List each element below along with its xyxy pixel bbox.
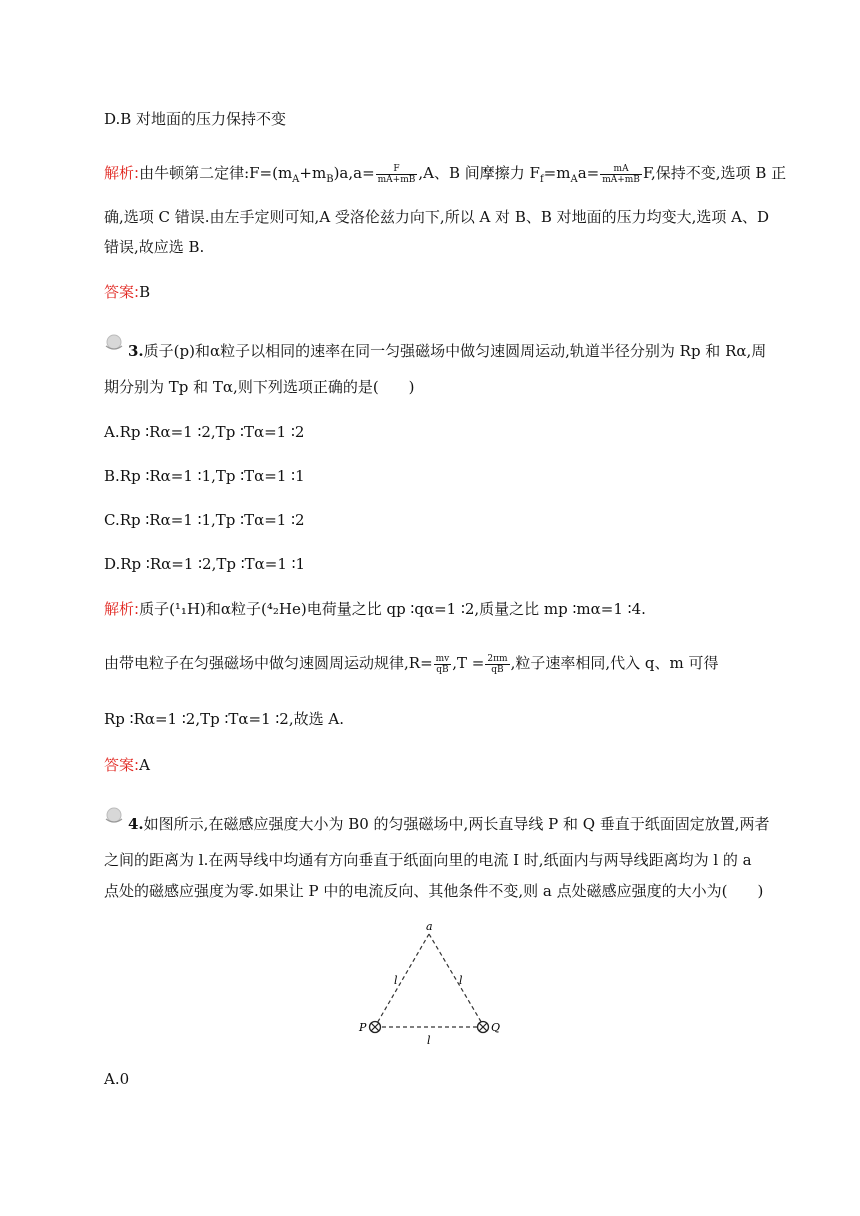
q2-frac1-den: mA+mB bbox=[377, 174, 416, 185]
q3-analysis1-text: 质子(¹₁H)和α粒子(⁴₂He)电荷量之比 qp ∶qα=1 ∶2,质量之比 mp ∶mα=1 ∶4. bbox=[139, 600, 646, 618]
q3-stem1-text: 质子(p)和α粒子以相同的速率在同一匀强磁场中做匀速圆周运动,轨道半径分别为 Rp 和 Rα,周 bbox=[143, 342, 767, 360]
q2-frac2 bbox=[600, 164, 642, 185]
q2-frac1 bbox=[376, 164, 418, 185]
question-marker-icon bbox=[103, 334, 125, 350]
q2-answer-label: 答案: bbox=[104, 283, 140, 301]
q2-option-d: D.B 对地面的压力保持不变 bbox=[104, 110, 287, 128]
triangle-figure bbox=[356, 920, 506, 1050]
label-l-right: l bbox=[459, 974, 463, 987]
q2-frac1-num: F bbox=[376, 164, 418, 175]
q2-answer bbox=[104, 281, 150, 303]
q3-answer-value: A bbox=[139, 756, 150, 774]
q4-stem-line2: 之间的距离为 l.在两导线中均通有方向垂直于纸面向里的电流 I 时,纸面内与两导线距离均为 l 的 a bbox=[104, 851, 752, 869]
q2-a6: a= bbox=[577, 164, 600, 182]
q3-analysis-line2 bbox=[104, 652, 718, 675]
wire-p-icon bbox=[370, 1022, 381, 1033]
q2-analysis-label: 解析: bbox=[104, 164, 140, 182]
q3-answer bbox=[104, 754, 150, 776]
label-a: a bbox=[426, 920, 433, 933]
side-pa bbox=[376, 934, 429, 1025]
q3-number: 3. bbox=[128, 342, 144, 360]
label-q: Q bbox=[491, 1021, 501, 1034]
q3-option-c: C.Rp ∶Rα=1 ∶1,Tp ∶Tα=1 ∶2 bbox=[104, 511, 305, 529]
q3-an2b: ,T = bbox=[452, 654, 485, 672]
q2-analysis-line2: 确,选项 C 错误.由左手定则可知,A 受洛伦兹力向下,所以 A 对 B、B 对地面的压力均变大,选项 A、D bbox=[104, 208, 770, 226]
q3-frac-t bbox=[485, 654, 509, 675]
q2-frac2-num: mA bbox=[600, 164, 642, 175]
label-l-left: l bbox=[394, 974, 398, 987]
q3-an2c: ,粒子速率相同,代入 q、m 可得 bbox=[510, 654, 719, 672]
label-p: P bbox=[359, 1021, 367, 1034]
q3-option-a: A.Rp ∶Rα=1 ∶2,Tp ∶Tα=1 ∶2 bbox=[104, 423, 305, 441]
q2-a4: ,A、B 间摩擦力 F bbox=[418, 164, 540, 182]
question-marker-icon bbox=[103, 807, 125, 823]
side-qa bbox=[429, 934, 483, 1025]
q2-a3: )a,a= bbox=[333, 164, 375, 182]
q4-stem1-text: 如图所示,在磁感应强度大小为 B0 的匀强磁场中,两长直导线 P 和 Q 垂直于纸面固定放置,两者 bbox=[143, 815, 770, 833]
q2-analysis-line3: 错误,故应选 B. bbox=[104, 238, 205, 256]
q3-analysis-line1 bbox=[104, 598, 646, 620]
q3-option-d: D.Rp ∶Rα=1 ∶2,Tp ∶Tα=1 ∶1 bbox=[104, 555, 306, 573]
q4-stem-line1 bbox=[128, 813, 770, 835]
q3-option-b: B.Rp ∶Rα=1 ∶1,Tp ∶Tα=1 ∶1 bbox=[104, 467, 305, 485]
label-l-bottom: l bbox=[427, 1034, 431, 1047]
q3-frac-t-num: 2πm bbox=[487, 653, 508, 664]
q3-stem-line1 bbox=[128, 340, 766, 362]
q2-answer-value: B bbox=[139, 283, 151, 301]
q3-frac-r-den: qB bbox=[436, 664, 449, 675]
q2-a7: F,保持不变,选项 B 正 bbox=[642, 164, 787, 182]
q4-option-a: A.0 bbox=[104, 1070, 130, 1088]
q2-a5: =m bbox=[543, 164, 571, 182]
q2-analysis-line1: 解析:由牛顿第二定律$:F=(m_A+m_B)a,a=$ $\frac{F}{mA+mB}$ ,A、B 间摩擦力 $F_f=m_Aa=$ $\frac{mA}{mA+mB}$ F,保持不变,选项 B 正 bbox=[104, 163, 787, 185]
q2-a1: 由牛顿第二定律:F=(m bbox=[139, 164, 293, 182]
q3-stem-line2: 期分别为 Tp 和 Tα,则下列选项正确的是( ) bbox=[104, 378, 415, 396]
q4-stem-line3: 点处的磁感应强度为零.如果让 P 中的电流反向、其他条件不变,则 a 点处磁感应强度的大小为( ) bbox=[104, 882, 764, 900]
q3-answer-label: 答案: bbox=[104, 756, 140, 774]
q3-frac-r bbox=[434, 654, 452, 675]
q3-frac-t-den: qB bbox=[491, 664, 504, 675]
q3-frac-r-num: mv bbox=[435, 653, 450, 664]
q2-a2: +m bbox=[299, 164, 327, 182]
q4-number: 4. bbox=[128, 815, 144, 833]
q3-analysis-label: 解析: bbox=[104, 600, 140, 618]
q3-an2a: 由带电粒子在匀强磁场中做匀速圆周运动规律,R= bbox=[104, 654, 433, 672]
q2-frac2-den: mA+mB bbox=[602, 174, 640, 185]
q3-analysis-line3: Rp ∶Rα=1 ∶2,Tp ∶Tα=1 ∶2,故选 A. bbox=[104, 710, 344, 728]
wire-q-icon bbox=[478, 1022, 489, 1033]
